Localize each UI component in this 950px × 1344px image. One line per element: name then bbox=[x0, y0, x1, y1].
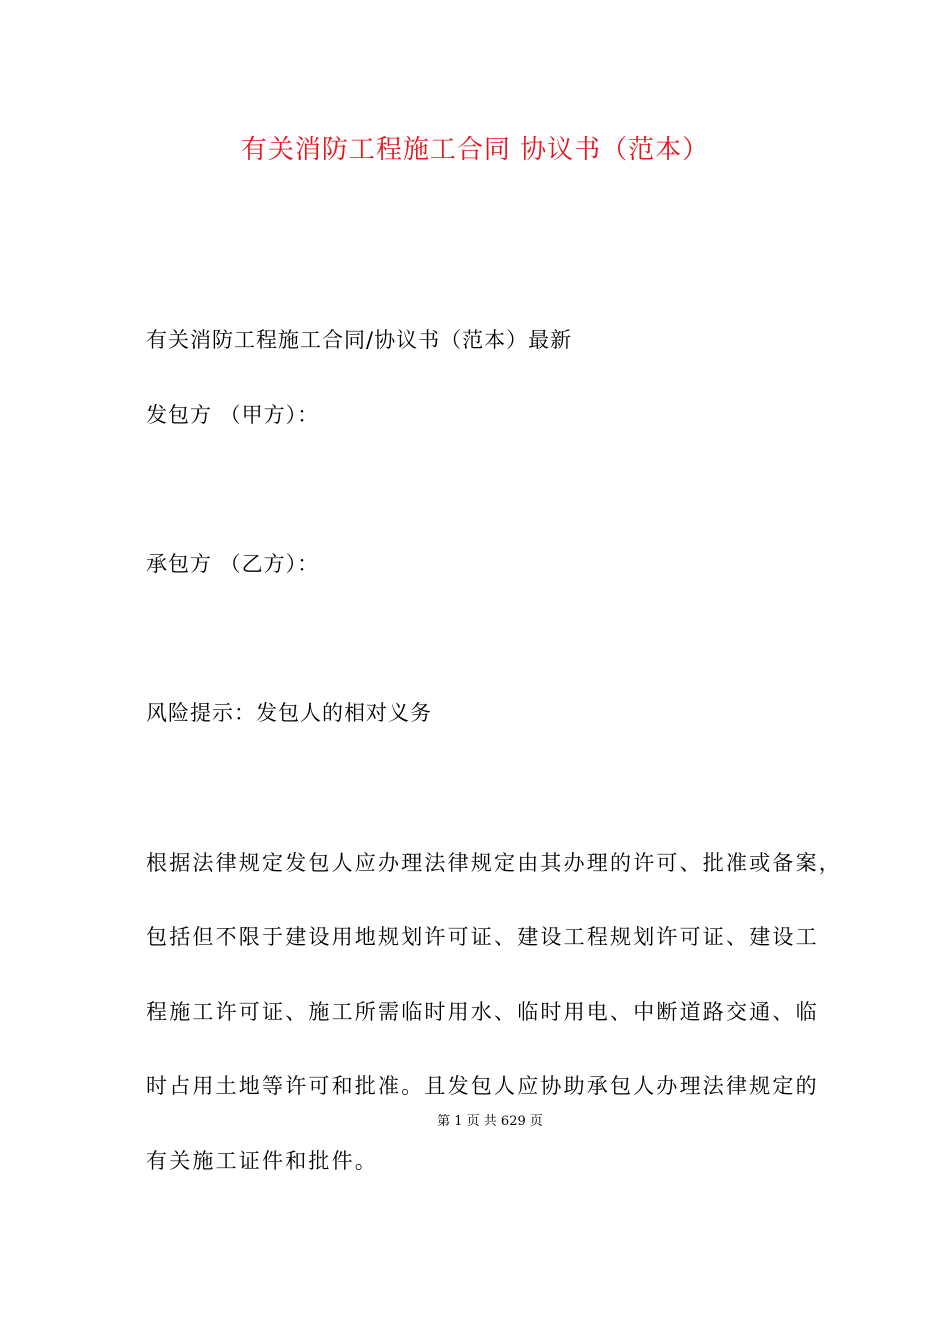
paragraph-line: 包括但不限于建设用地规划许可证、建设工程规划许可证、建设工 bbox=[146, 925, 819, 949]
page-footer: 第 1 页 共 629 页 bbox=[437, 1114, 543, 1129]
party-a-label: 发包方 （甲方）： bbox=[146, 403, 320, 427]
risk-heading: 风险提示：发包人的相对义务 bbox=[146, 701, 432, 725]
paragraph-line: 程施工许可证、施工所需临时用水、临时用电、中断道路交通、临 bbox=[146, 1000, 819, 1024]
paragraph-line: 时占用土地等许可和批准。且发包人应协助承包人办理法律规定的 bbox=[146, 1074, 819, 1098]
paragraph-line: 有关施工证件和批件。 bbox=[146, 1149, 378, 1173]
party-b-label: 承包方 （乙方）： bbox=[146, 552, 320, 576]
paragraph-line: 根据法律规定发包人应办理法律规定由其办理的许可、批准或备案， bbox=[146, 851, 842, 875]
document-title: 有关消防工程施工合同 协议书（范本） bbox=[240, 135, 710, 165]
document-subtitle: 有关消防工程施工合同/协议书（范本）最新 bbox=[146, 328, 573, 352]
